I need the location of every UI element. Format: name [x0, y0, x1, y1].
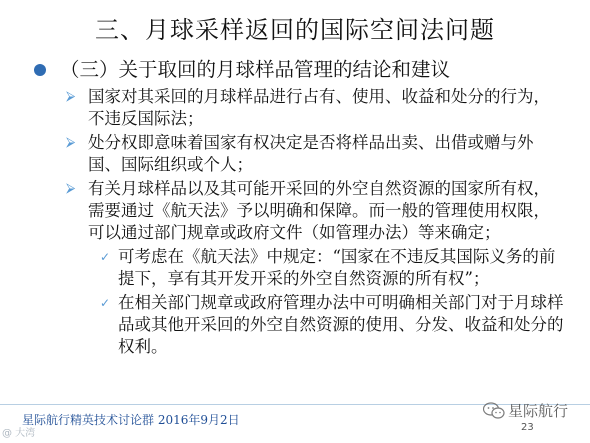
bullet-circle-icon: [34, 64, 46, 76]
bullet-item: [66, 132, 564, 176]
section-heading-text: （三）关于取回的月球样品管理的结论和建议: [60, 58, 451, 81]
slide-content: [34, 58, 564, 360]
chat-bubble-icon: [483, 402, 505, 420]
arrow-bullet-icon: ⮚: [66, 89, 76, 104]
arrow-bullet-icon: ⮚: [66, 135, 76, 150]
bullet-item: [66, 178, 564, 244]
arrow-bullet-icon: ⮚: [66, 181, 76, 196]
bullet-item: [66, 86, 564, 130]
check-mark-icon: ✓: [100, 250, 111, 264]
check-mark-icon: ✓: [100, 296, 111, 310]
watermark: [483, 400, 568, 421]
bottom-watermark: @ 大湾: [2, 428, 36, 439]
footer-text: 星际航行精英技术讨论群 2016年9月2日: [22, 413, 240, 427]
watermark-text: 星际航行: [508, 402, 569, 420]
slide-title: 三、月球采样返回的国际空间法问题: [95, 16, 495, 44]
sub-bullet-text: 可考虑在《航天法》中规定：“国家在不违反其国际义务的前提下，享有其开发开采的外空自然资源的所有权”；: [118, 247, 556, 288]
sub-bullet-item: [100, 292, 564, 358]
section-heading: [34, 58, 564, 82]
sub-bullet-item: [100, 246, 564, 290]
bullet-text: 国家对其采回的月球样品进行占有、使用、收益和处分的行为，不违反国际法；: [88, 87, 550, 128]
bullet-text: 处分权即意味着国家有权决定是否将样品出卖、出借或赠与外国、国际组织或个人；: [88, 133, 534, 174]
page-number: 23: [521, 422, 534, 433]
bullet-text: 有关月球样品以及其可能开采回的外空自然资源的国家所有权，需要通过《航天法》予以明确和保障。而一般的管理使用权限，可以通过部门规章或政府文件（如管理办法）等来确定；: [88, 179, 550, 242]
sub-bullet-text: 在相关部门规章或政府管理办法中可明确相关部门对于月球样品或其他开采回的外空自然资源的使用、分发、收益和处分的权利。: [118, 293, 564, 356]
